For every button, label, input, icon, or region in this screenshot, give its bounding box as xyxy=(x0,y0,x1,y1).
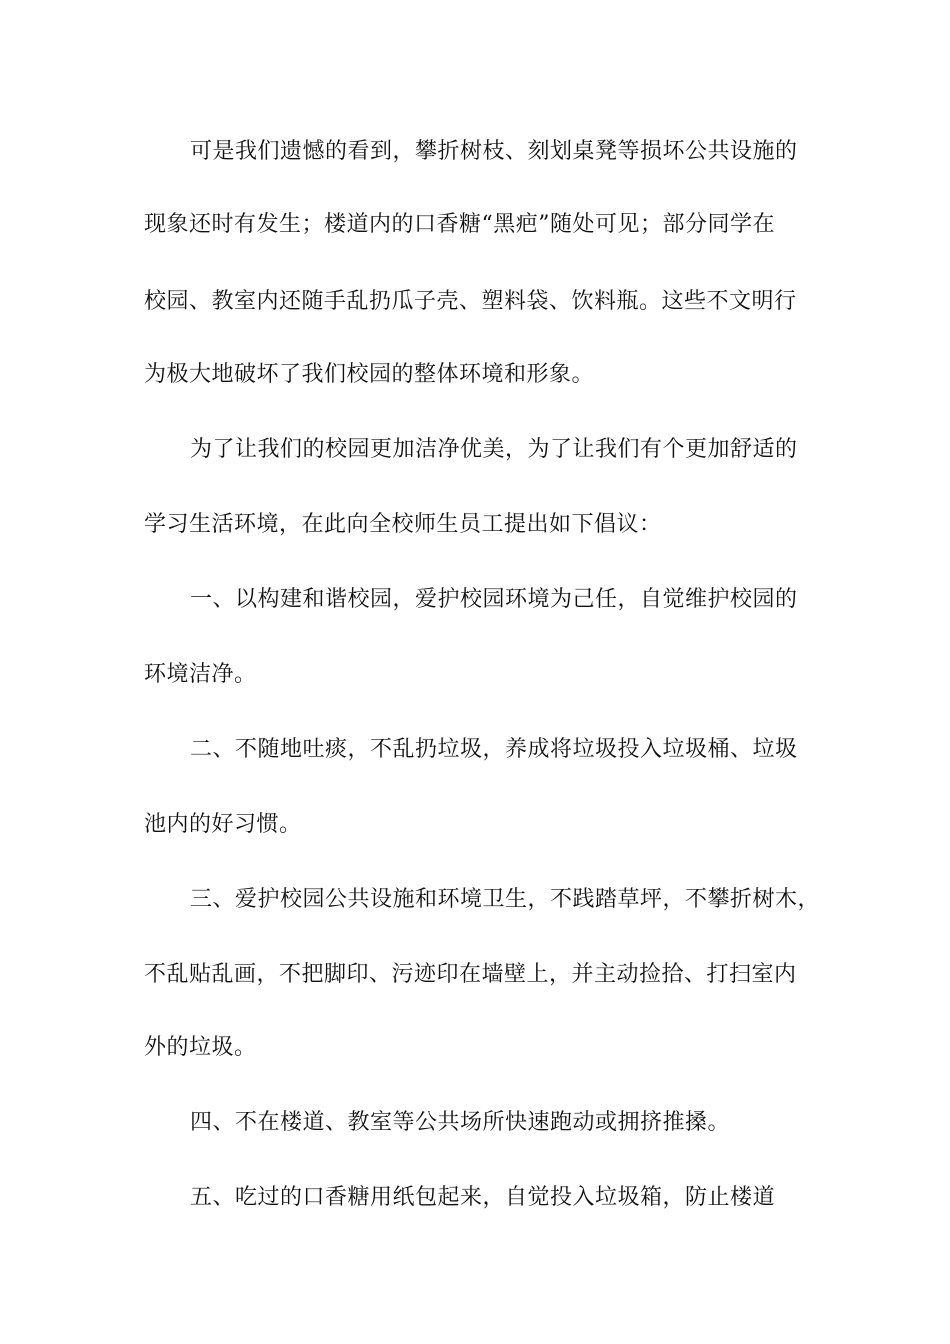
list-item-line: 二、不随地吐痰，不乱扔垃圾，养成将垃圾投入垃圾桶、垃圾 xyxy=(190,737,798,762)
paragraph-line: 可是我们遗憾的看到，攀折树枝、刻划桌凳等损坏公共设施的 xyxy=(190,139,798,164)
list-item-line: 三、爱护校园公共设施和环境卫生，不践踏草坪，不攀折树木， xyxy=(190,887,821,912)
list-item-line: 外的垃圾。 xyxy=(144,1035,257,1060)
list-item-line: 五、吃过的口香糖用纸包起来，自觉投入垃圾箱，防止楼道 xyxy=(190,1185,776,1210)
list-item-line: 四、不在楼道、教室等公共场所快速跑动或拥挤推搡。 xyxy=(190,1110,731,1135)
list-item-line: 不乱贴乱画，不把脚印、污迹印在墙壁上，并主动捡拾、打扫室内 xyxy=(144,962,797,987)
paragraph-line: 为极大地破坏了我们校园的整体环境和形象。 xyxy=(144,362,595,387)
list-item-line: 池内的好习惯。 xyxy=(144,812,302,837)
list-item-line: 环境洁净。 xyxy=(144,662,257,687)
paragraph-line: 现象还时有发生；楼道内的口香糖“黑疤”随处可见；部分同学在 xyxy=(144,212,775,237)
list-item-line: 一、以构建和谐校园，爱护校园环境为己任，自觉维护校园的 xyxy=(190,587,798,612)
paragraph-line: 校园、教室内还随手乱扔瓜子壳、塑料袋、饮料瓶。这些不文明行 xyxy=(144,289,797,314)
paragraph-line: 学习生活环境，在此向全校师生员工提出如下倡议： xyxy=(144,512,662,537)
paragraph-line: 为了让我们的校园更加洁净优美，为了让我们有个更加舒适的 xyxy=(190,437,798,462)
